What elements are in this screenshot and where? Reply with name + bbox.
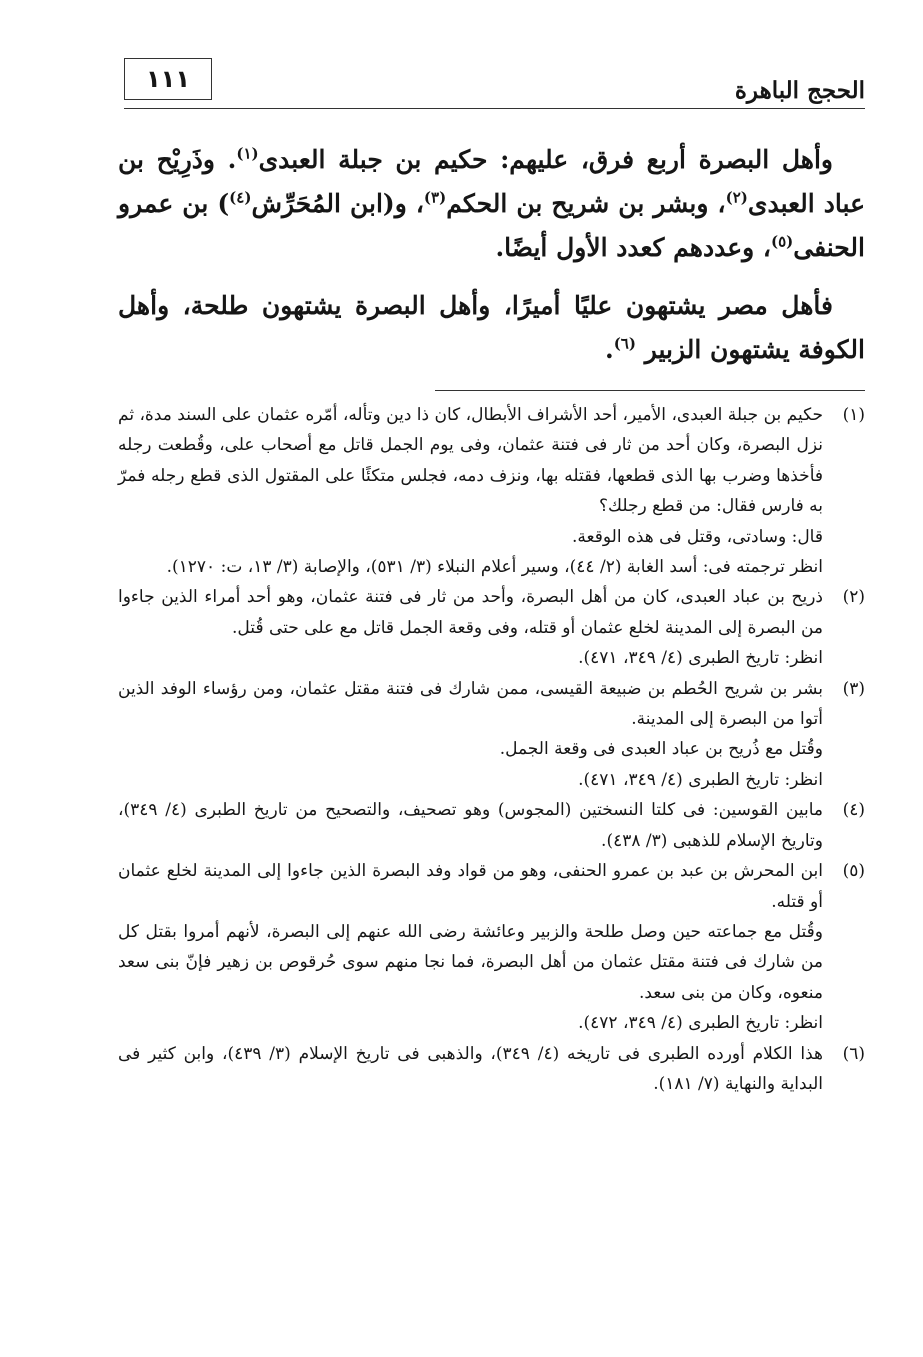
footnote-text: وقُتل مع جماعته حين وصل طلحة والزبير وعائشة رضى الله عنهم إلى البصرة، لأنهم أمروا بقتل كل من شارك فى فتنة مقتل عثمان من أهل البصرة، فما نجا منهم سوى حُرقوص بن زهير فإنّ بنى سعد منعوه، وكان من بنى سعد. <box>118 921 823 1003</box>
footnotes <box>118 400 865 1099</box>
running-title: الحجج الباهرة <box>734 77 865 104</box>
footnote-body <box>118 582 823 673</box>
footnote-body <box>118 674 823 796</box>
footnote-text: هذا الكلام أورده الطبرى فى تاريخه (٤/ ٣٤٩)، والذهبى فى تاريخ الإسلام (٣/ ٤٣٩)، وابن كثير فى البداية والنهاية (٧/ ١٨١). <box>118 1043 823 1094</box>
footnote-text: قال: وسادتى، وقتل فى هذه الوقعة. <box>572 526 823 547</box>
footnote-text: بشر بن شريح الحُطم بن ضبيعة القيسى، ممن شارك فى فتنة مقتل عثمان، ومن رؤساء الوفد الذين أتوا من البصرة إلى المدينة. <box>118 678 823 730</box>
footnote-ref-6: (٦) <box>613 334 636 353</box>
footnote-body <box>118 795 823 856</box>
footnote-number: (٣) <box>842 678 865 699</box>
footnote-6 <box>118 1039 865 1100</box>
footnote-divider <box>435 390 865 391</box>
footnote-ref-1: (١) <box>236 144 259 163</box>
paragraph-1-part-d: ، و(ابن المُحَرِّش <box>251 189 424 218</box>
footnote-body <box>118 856 823 1038</box>
footnote-number: (٦) <box>842 1043 865 1064</box>
footnote-source: انظر: تاريخ الطبرى (٤/ ٣٤٩، ٤٧١). <box>578 648 823 669</box>
footnote-1 <box>118 400 865 582</box>
footnote-text: حكيم بن جبلة العبدى، الأمير، أحد الأشراف الأبطال، كان ذا دين وتأله، أمّره عثمان على السند مدة، ثم نزل البصرة، وكان أحد من ثار فى فتنة عثمان، وفى يوم الجمل قاتل مع أصحاب على، وقُطعت رجله فأخذها وضرب بها الذى قطعها، فقتله بها، ونزف دمه، فجلس متكئًا على المقتول الذى قطع رجله فمرّ به فارس فقال: من قطع رجلك؟ <box>118 405 823 517</box>
paragraph-1-part-b: . وذَرِيْح بن عباد العبدى <box>118 145 865 218</box>
footnote-number: (٤) <box>842 800 865 821</box>
paragraph-1 <box>118 138 865 270</box>
footnote-source: انظر: تاريخ الطبرى (٤/ ٣٤٩، ٤٧٢). <box>578 1013 823 1034</box>
footnote-3 <box>118 674 865 796</box>
footnote-source: انظر: تاريخ الطبرى (٤/ ٣٤٩، ٤٧١). <box>578 769 823 790</box>
footnote-number: (٥) <box>842 861 865 882</box>
footnote-ref-4: (٤) <box>229 188 252 207</box>
footnote-text: ابن المحرش بن عبد بن عمرو الحنفى، وهو من قواد وفد البصرة الذين جاءوا إلى المدينة لخلع عثمان أو قتله. <box>118 861 823 912</box>
footnote-4 <box>118 795 865 856</box>
footnote-number: (١) <box>842 405 865 425</box>
footnote-body <box>118 400 823 582</box>
paragraph-1-part-e: ) بن عمرو الحنفى <box>118 189 865 262</box>
paragraph-2-part-a: فأهل مصر يشتهون عليًا أميرًا، وأهل البصرة يشتهون طلحة، وأهل الكوفة يشتهون الزبير <box>118 291 865 364</box>
footnote-number: (٢) <box>842 587 865 608</box>
paragraph-1-part-c: ، وبشر بن شريح بن الحكم <box>446 189 726 218</box>
footnote-2 <box>118 582 865 673</box>
main-text <box>118 138 865 372</box>
footnote-5 <box>118 856 865 1038</box>
page-number-box <box>124 58 212 100</box>
footnote-ref-3: (٣) <box>423 188 447 207</box>
footnote-text: ذريح بن عباد العبدى، كان من أهل البصرة، وأحد من ثار فى فتنة عثمان، وهو أحد أمراء الذين جاءوا من البصرة إلى المدينة لخلع عثمان أو قتله، وفى وقعة الجمل قاتل مع على حتى قُتل. <box>118 587 823 638</box>
footnote-ref-2: (٢) <box>725 188 748 207</box>
header-rule <box>124 108 865 109</box>
page-number: ١١١ <box>146 65 190 93</box>
footnote-text: مابين القوسين: فى كلتا النسختين (المجوس) وهو تصحيف، والتصحيح من تاريخ الطبرى (٤/ ٣٤٩)، وتاريخ الإسلام للذهبى (٣/ ٤٣٨). <box>118 800 823 851</box>
footnote-source: انظر ترجمته فى: أسد الغابة (٢/ ٤٤)، وسير أعلام النبلاء (٣/ ٥٣١)، والإصابة (٣/ ١٣، ت: ١٢٧٠). <box>166 557 823 578</box>
footnote-text: وقُتل مع ذُريح بن عباد العبدى فى وقعة الجمل. <box>499 739 823 760</box>
paragraph-1-part-a: وأهل البصرة أربع فرق، عليهم: حكيم بن جبلة العبدى <box>258 145 834 174</box>
paragraph-1-part-f: ، وعددهم كعدد الأول أيضًا. <box>495 233 771 262</box>
paragraph-2 <box>118 284 865 372</box>
footnote-ref-5: (٥) <box>770 232 794 251</box>
paragraph-2-part-b: . <box>604 335 614 364</box>
footnote-body <box>118 1039 823 1100</box>
